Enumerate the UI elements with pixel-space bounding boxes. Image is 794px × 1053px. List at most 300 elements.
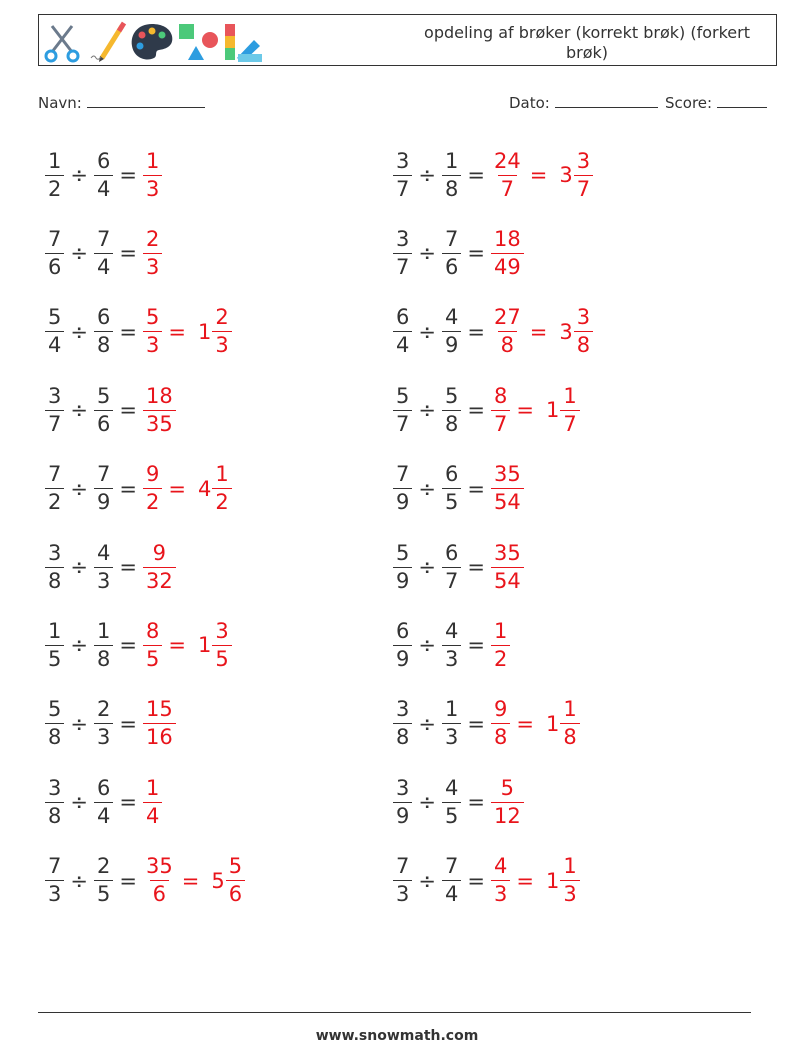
mixed-fraction-numerator: 1 bbox=[215, 462, 229, 487]
equals-sign: = bbox=[467, 241, 485, 266]
answer-equals-sign: = bbox=[168, 633, 186, 658]
answer-fraction-denominator: 8 bbox=[498, 331, 517, 356]
divide-sign: ÷ bbox=[70, 790, 88, 815]
dividend-fraction bbox=[45, 618, 64, 671]
dividend-fraction-numerator: 3 bbox=[48, 383, 62, 408]
divisor-fraction-denominator: 4 bbox=[94, 253, 113, 278]
mixed-fraction-denominator: 3 bbox=[212, 331, 231, 356]
answer bbox=[143, 775, 162, 828]
equals-sign: = bbox=[467, 633, 485, 658]
divide-sign: ÷ bbox=[70, 476, 88, 501]
answer bbox=[491, 383, 580, 436]
answer bbox=[491, 618, 510, 671]
dividend-fraction bbox=[393, 775, 412, 828]
equals-sign: = bbox=[467, 476, 485, 501]
divide-sign: ÷ bbox=[418, 163, 436, 187]
problem-item bbox=[393, 767, 524, 837]
mixed-fraction bbox=[574, 307, 593, 356]
dividend-fraction-numerator: 3 bbox=[396, 148, 410, 173]
mixed-fraction bbox=[574, 148, 593, 201]
answer bbox=[491, 540, 524, 593]
mixed-fraction-denominator: 7 bbox=[574, 175, 593, 200]
dividend-fraction-numerator: 3 bbox=[48, 540, 62, 565]
equals-sign: = bbox=[467, 711, 485, 736]
answer bbox=[491, 699, 580, 748]
answer-fraction-numerator: 9 bbox=[493, 697, 508, 722]
divisor-fraction bbox=[442, 540, 461, 593]
answer-fraction-denominator: 54 bbox=[491, 567, 524, 592]
score-label: Score: bbox=[665, 94, 713, 112]
answer-fraction-numerator: 1 bbox=[145, 775, 160, 800]
answer-fraction-denominator: 12 bbox=[491, 802, 524, 827]
mixed-fraction-denominator: 5 bbox=[212, 645, 231, 670]
divide-sign: ÷ bbox=[70, 163, 88, 187]
divisor-fraction bbox=[442, 148, 461, 201]
divisor-fraction bbox=[442, 618, 461, 671]
equals-sign: = bbox=[119, 319, 137, 344]
mixed-whole-number: 1 bbox=[197, 319, 212, 344]
answer-fraction-numerator: 18 bbox=[145, 383, 173, 408]
divisor-fraction bbox=[442, 226, 461, 279]
dividend-fraction-denominator: 7 bbox=[393, 410, 412, 435]
divide-sign: ÷ bbox=[70, 711, 88, 736]
divisor-fraction-numerator: 4 bbox=[444, 305, 459, 330]
dividend-fraction-denominator: 7 bbox=[393, 253, 412, 278]
answer bbox=[143, 307, 232, 356]
answer-fraction bbox=[491, 775, 524, 828]
problem-item bbox=[45, 689, 176, 759]
mixed-whole-number: 3 bbox=[559, 319, 573, 344]
answer-fraction-numerator: 8 bbox=[145, 618, 160, 643]
mixed-fraction bbox=[560, 699, 579, 748]
divisor-fraction-denominator: 8 bbox=[94, 331, 113, 356]
dividend-fraction-numerator: 1 bbox=[48, 618, 62, 643]
answer-fraction-denominator: 16 bbox=[143, 723, 176, 748]
divisor-fraction-numerator: 1 bbox=[444, 148, 459, 173]
divisor-fraction bbox=[442, 464, 461, 513]
dividend-fraction bbox=[45, 775, 64, 828]
dividend-fraction-numerator: 7 bbox=[396, 854, 410, 879]
answer-fraction bbox=[143, 699, 176, 748]
mixed-fraction-denominator: 8 bbox=[560, 723, 579, 748]
divisor-fraction-numerator: 7 bbox=[444, 854, 459, 879]
dividend-fraction-numerator: 3 bbox=[48, 775, 62, 800]
divide-sign: ÷ bbox=[70, 241, 88, 266]
answer-fraction-denominator: 3 bbox=[143, 253, 162, 278]
mixed-fraction-denominator: 6 bbox=[226, 880, 245, 905]
answer-fraction bbox=[491, 464, 524, 513]
answer-fraction-numerator: 9 bbox=[152, 540, 167, 565]
divisor-fraction bbox=[442, 307, 461, 356]
problem-item bbox=[45, 140, 162, 210]
mixed-fraction-denominator: 3 bbox=[560, 880, 579, 905]
divisor-fraction-numerator: 2 bbox=[96, 697, 111, 722]
answer-fraction-numerator: 27 bbox=[493, 305, 521, 330]
answer-equals-sign: = bbox=[168, 319, 186, 344]
dividend-fraction-numerator: 7 bbox=[396, 462, 410, 487]
divide-sign: ÷ bbox=[418, 868, 436, 893]
dividend-fraction-numerator: 5 bbox=[396, 383, 410, 408]
problem-item bbox=[45, 454, 232, 524]
divisor-fraction-denominator: 9 bbox=[442, 331, 461, 356]
divisor-fraction-numerator: 7 bbox=[96, 462, 111, 487]
answer bbox=[491, 307, 593, 356]
equals-sign: = bbox=[119, 398, 137, 423]
divisor-fraction-denominator: 5 bbox=[94, 880, 113, 905]
dividend-fraction bbox=[45, 226, 64, 279]
divisor-fraction-numerator: 1 bbox=[96, 618, 111, 643]
dividend-fraction-denominator: 8 bbox=[45, 567, 64, 592]
divisor-fraction bbox=[94, 856, 113, 905]
divisor-fraction-numerator: 4 bbox=[96, 540, 111, 565]
divide-sign: ÷ bbox=[70, 555, 88, 579]
divisor-fraction-denominator: 5 bbox=[442, 802, 461, 827]
footer-url: www.snowmath.com bbox=[315, 1028, 479, 1044]
mixed-fraction bbox=[212, 307, 231, 356]
divisor-fraction bbox=[94, 540, 113, 593]
answer-equals-sign: = bbox=[168, 476, 186, 501]
dividend-fraction-denominator: 7 bbox=[393, 175, 412, 200]
divisor-fraction-numerator: 6 bbox=[96, 148, 111, 173]
answer bbox=[143, 464, 232, 513]
mixed-fraction-denominator: 8 bbox=[574, 331, 593, 356]
problem-item bbox=[45, 767, 162, 837]
dividend-fraction bbox=[393, 540, 412, 593]
answer bbox=[143, 856, 245, 905]
equals-sign: = bbox=[119, 790, 137, 815]
divisor-fraction-numerator: 2 bbox=[96, 854, 111, 879]
dividend-fraction bbox=[393, 383, 412, 436]
answer-fraction-numerator: 2 bbox=[145, 226, 160, 251]
answer-fraction bbox=[143, 540, 176, 593]
divisor-fraction-denominator: 7 bbox=[442, 567, 461, 592]
problem-item bbox=[45, 375, 176, 445]
answer-fraction bbox=[491, 618, 510, 671]
dividend-fraction-denominator: 4 bbox=[393, 331, 412, 356]
answer-fraction-numerator: 1 bbox=[145, 148, 160, 173]
mixed-fraction-denominator: 2 bbox=[212, 488, 231, 513]
equals-sign: = bbox=[467, 319, 485, 344]
divide-sign: ÷ bbox=[418, 398, 436, 423]
dividend-fraction bbox=[45, 464, 64, 513]
divisor-fraction-numerator: 6 bbox=[96, 305, 111, 330]
mixed-whole-number: 3 bbox=[559, 163, 573, 187]
divisor-fraction bbox=[94, 383, 113, 436]
dividend-fraction-numerator: 5 bbox=[396, 540, 410, 565]
dividend-fraction-denominator: 8 bbox=[45, 723, 64, 748]
equals-sign: = bbox=[119, 711, 137, 736]
equals-sign: = bbox=[467, 868, 485, 893]
name-label: Navn: bbox=[38, 94, 82, 112]
dividend-fraction-numerator: 3 bbox=[396, 226, 410, 251]
dividend-fraction bbox=[45, 307, 64, 356]
divide-sign: ÷ bbox=[70, 398, 88, 423]
mixed-fraction-numerator: 1 bbox=[563, 383, 577, 408]
answer-fraction bbox=[143, 383, 176, 436]
divisor-fraction bbox=[442, 699, 461, 748]
divisor-fraction-denominator: 3 bbox=[94, 723, 113, 748]
answer-fraction-denominator: 7 bbox=[498, 175, 517, 200]
dividend-fraction-denominator: 8 bbox=[393, 723, 412, 748]
dividend-fraction bbox=[45, 699, 64, 748]
dividend-fraction-numerator: 7 bbox=[48, 462, 62, 487]
mixed-fraction bbox=[212, 464, 231, 513]
mixed-fraction-numerator: 3 bbox=[215, 618, 229, 643]
dividend-fraction bbox=[393, 464, 412, 513]
divisor-fraction-denominator: 4 bbox=[94, 175, 113, 200]
divide-sign: ÷ bbox=[70, 633, 88, 658]
dividend-fraction-numerator: 1 bbox=[48, 148, 62, 173]
divisor-fraction bbox=[442, 856, 461, 905]
divisor-fraction bbox=[94, 775, 113, 828]
dividend-fraction-numerator: 3 bbox=[396, 775, 410, 800]
dividend-fraction-numerator: 3 bbox=[396, 697, 410, 722]
problem-item bbox=[393, 140, 593, 210]
divide-sign: ÷ bbox=[70, 868, 88, 893]
answer-equals-sign: = bbox=[516, 711, 534, 736]
answer-fraction-denominator: 3 bbox=[143, 331, 162, 356]
mixed-fraction-numerator: 3 bbox=[576, 305, 591, 330]
divisor-fraction bbox=[94, 699, 113, 748]
divisor-fraction-numerator: 6 bbox=[444, 540, 459, 565]
dividend-fraction bbox=[393, 699, 412, 748]
divisor-fraction-numerator: 5 bbox=[444, 383, 459, 408]
divisor-fraction-denominator: 5 bbox=[442, 488, 461, 513]
equals-sign: = bbox=[119, 633, 137, 658]
answer-fraction bbox=[491, 540, 524, 593]
divisor-fraction-numerator: 4 bbox=[444, 775, 459, 800]
dividend-fraction bbox=[393, 148, 412, 201]
answer-fraction-numerator: 9 bbox=[145, 462, 160, 487]
dividend-fraction-denominator: 7 bbox=[45, 410, 64, 435]
answer-fraction bbox=[143, 856, 176, 905]
problem-item bbox=[393, 454, 524, 524]
answer-fraction-numerator: 1 bbox=[493, 618, 508, 643]
divisor-fraction-denominator: 8 bbox=[94, 645, 113, 670]
answer bbox=[491, 775, 524, 828]
answer-fraction-denominator: 7 bbox=[491, 410, 510, 435]
answer-fraction-denominator: 8 bbox=[491, 723, 510, 748]
divisor-fraction-denominator: 9 bbox=[94, 488, 113, 513]
problem-item bbox=[45, 532, 176, 602]
equals-sign: = bbox=[467, 163, 485, 187]
mixed-fraction-denominator: 7 bbox=[560, 410, 579, 435]
dividend-fraction-denominator: 6 bbox=[45, 253, 64, 278]
dividend-fraction bbox=[45, 383, 64, 436]
dividend-fraction bbox=[45, 148, 64, 201]
dividend-fraction-numerator: 6 bbox=[396, 618, 410, 643]
divide-sign: ÷ bbox=[418, 241, 436, 266]
problem-item bbox=[393, 218, 524, 288]
answer-fraction bbox=[491, 699, 510, 748]
answer-fraction-denominator: 35 bbox=[143, 410, 176, 435]
answer-fraction-denominator: 2 bbox=[143, 488, 162, 513]
answer-fraction bbox=[143, 226, 162, 279]
divisor-fraction-numerator: 6 bbox=[444, 462, 459, 487]
divisor-fraction-denominator: 4 bbox=[442, 880, 461, 905]
answer-fraction-denominator: 54 bbox=[491, 488, 524, 513]
problem-item bbox=[45, 610, 232, 680]
dividend-fraction-numerator: 6 bbox=[396, 305, 410, 330]
answer-fraction bbox=[143, 148, 162, 201]
answer bbox=[143, 383, 176, 436]
dividend-fraction-denominator: 5 bbox=[45, 645, 64, 670]
mixed-whole-number: 5 bbox=[211, 868, 225, 893]
answer bbox=[491, 464, 524, 513]
answer-fraction-denominator: 3 bbox=[143, 175, 162, 200]
dividend-fraction-denominator: 3 bbox=[393, 880, 412, 905]
answer-fraction-denominator: 6 bbox=[150, 880, 169, 905]
dividend-fraction-denominator: 2 bbox=[45, 175, 64, 200]
dividend-fraction-denominator: 8 bbox=[45, 802, 64, 827]
dividend-fraction-numerator: 7 bbox=[48, 226, 62, 251]
divide-sign: ÷ bbox=[418, 555, 436, 579]
problem-item bbox=[393, 532, 524, 602]
answer-fraction-numerator: 18 bbox=[493, 226, 521, 251]
answer bbox=[143, 226, 162, 279]
mixed-whole-number: 1 bbox=[545, 398, 560, 423]
answer bbox=[143, 618, 232, 671]
answer-fraction-numerator: 35 bbox=[145, 854, 173, 879]
answer-fraction bbox=[491, 307, 524, 356]
equals-sign: = bbox=[467, 790, 485, 815]
divisor-fraction bbox=[94, 618, 113, 671]
divide-sign: ÷ bbox=[418, 711, 436, 736]
dividend-fraction bbox=[393, 307, 412, 356]
divisor-fraction bbox=[94, 307, 113, 356]
dividend-fraction-denominator: 9 bbox=[393, 645, 412, 670]
divisor-fraction-denominator: 3 bbox=[442, 645, 461, 670]
answer-fraction-numerator: 35 bbox=[493, 462, 521, 487]
answer-fraction-denominator: 3 bbox=[491, 880, 510, 905]
mixed-fraction-numerator: 3 bbox=[576, 148, 591, 173]
answer-equals-sign: = bbox=[516, 398, 534, 423]
divisor-fraction bbox=[94, 464, 113, 513]
worksheet-title: opdeling af brøker (korrekt brøk) (forkert brøk) bbox=[424, 23, 750, 62]
divide-sign: ÷ bbox=[418, 790, 436, 815]
answer bbox=[143, 540, 176, 593]
mixed-fraction-numerator: 5 bbox=[228, 854, 243, 879]
answer bbox=[491, 148, 593, 201]
date-label: Dato: bbox=[509, 94, 550, 112]
dividend-fraction-denominator: 9 bbox=[393, 802, 412, 827]
dividend-fraction-numerator: 7 bbox=[48, 854, 62, 879]
divisor-fraction bbox=[94, 148, 113, 201]
divisor-fraction-numerator: 1 bbox=[444, 697, 459, 722]
answer bbox=[491, 226, 524, 279]
divisor-fraction-denominator: 3 bbox=[442, 723, 461, 748]
problem-item bbox=[45, 218, 162, 288]
problem-item bbox=[393, 297, 593, 367]
dividend-fraction bbox=[393, 618, 412, 671]
answer bbox=[491, 856, 580, 905]
answer-fraction bbox=[491, 856, 510, 905]
mixed-fraction bbox=[560, 383, 579, 436]
dividend-fraction-denominator: 9 bbox=[393, 488, 412, 513]
mixed-whole-number: 1 bbox=[545, 711, 560, 736]
equals-sign: = bbox=[467, 555, 485, 579]
answer-fraction-denominator: 4 bbox=[143, 802, 162, 827]
divisor-fraction-denominator: 4 bbox=[94, 802, 113, 827]
divisor-fraction bbox=[94, 226, 113, 279]
divisor-fraction-denominator: 3 bbox=[94, 567, 113, 592]
answer-equals-sign: = bbox=[516, 868, 534, 893]
equals-sign: = bbox=[119, 476, 137, 501]
divisor-fraction-numerator: 5 bbox=[96, 383, 111, 408]
answer-fraction bbox=[491, 226, 524, 279]
problem-item bbox=[45, 297, 232, 367]
footer-divider bbox=[38, 1012, 751, 1013]
mixed-fraction-numerator: 1 bbox=[563, 697, 577, 722]
equals-sign: = bbox=[119, 241, 137, 266]
dividend-fraction bbox=[45, 856, 64, 905]
answer-fraction bbox=[491, 148, 524, 201]
dividend-fraction bbox=[393, 226, 412, 279]
answer-fraction-numerator: 35 bbox=[493, 540, 521, 565]
equals-sign: = bbox=[119, 163, 137, 187]
answer-fraction bbox=[143, 464, 162, 513]
mixed-whole-number: 4 bbox=[197, 476, 212, 501]
answer-fraction-numerator: 5 bbox=[500, 775, 515, 800]
answer-fraction-numerator: 8 bbox=[493, 383, 508, 408]
mixed-fraction-numerator: 2 bbox=[215, 305, 229, 330]
divisor-fraction-numerator: 6 bbox=[96, 775, 111, 800]
answer-fraction bbox=[143, 618, 162, 671]
mixed-fraction-numerator: 1 bbox=[563, 854, 577, 879]
answer-fraction-numerator: 24 bbox=[493, 148, 521, 173]
divisor-fraction-denominator: 8 bbox=[442, 175, 461, 200]
answer bbox=[143, 699, 176, 748]
dividend-fraction-denominator: 2 bbox=[45, 488, 64, 513]
answer-fraction-denominator: 5 bbox=[143, 645, 162, 670]
answer-equals-sign: = bbox=[181, 868, 200, 893]
divisor-fraction-numerator: 4 bbox=[444, 618, 459, 643]
mixed-fraction bbox=[560, 856, 579, 905]
answer-fraction-numerator: 5 bbox=[145, 305, 160, 330]
answer-equals-sign: = bbox=[529, 163, 548, 187]
problem-item bbox=[393, 375, 580, 445]
dividend-fraction bbox=[393, 856, 412, 905]
divisor-fraction-denominator: 6 bbox=[442, 253, 461, 278]
divisor-fraction-denominator: 8 bbox=[442, 410, 461, 435]
mixed-fraction bbox=[226, 856, 245, 905]
dividend-fraction bbox=[45, 540, 64, 593]
mixed-fraction bbox=[212, 618, 231, 671]
answer-fraction-denominator: 2 bbox=[491, 645, 510, 670]
equals-sign: = bbox=[119, 868, 137, 893]
answer-fraction-numerator: 4 bbox=[493, 854, 508, 879]
equals-sign: = bbox=[467, 398, 485, 423]
divisor-fraction-denominator: 6 bbox=[94, 410, 113, 435]
answer-fraction bbox=[143, 775, 162, 828]
equals-sign: = bbox=[119, 555, 137, 579]
divisor-fraction-numerator: 7 bbox=[96, 226, 111, 251]
dividend-fraction-denominator: 9 bbox=[393, 567, 412, 592]
problem-item bbox=[393, 689, 580, 759]
problem-item bbox=[393, 846, 580, 916]
divisor-fraction bbox=[442, 775, 461, 828]
divide-sign: ÷ bbox=[418, 633, 436, 658]
answer bbox=[143, 148, 162, 201]
divide-sign: ÷ bbox=[418, 319, 436, 344]
dividend-fraction-denominator: 4 bbox=[45, 331, 64, 356]
mixed-whole-number: 1 bbox=[197, 633, 212, 658]
answer-fraction-denominator: 32 bbox=[143, 567, 176, 592]
divisor-fraction-numerator: 7 bbox=[444, 226, 459, 251]
problem-item bbox=[45, 846, 245, 916]
answer-fraction bbox=[143, 307, 162, 356]
answer-equals-sign: = bbox=[529, 319, 548, 344]
